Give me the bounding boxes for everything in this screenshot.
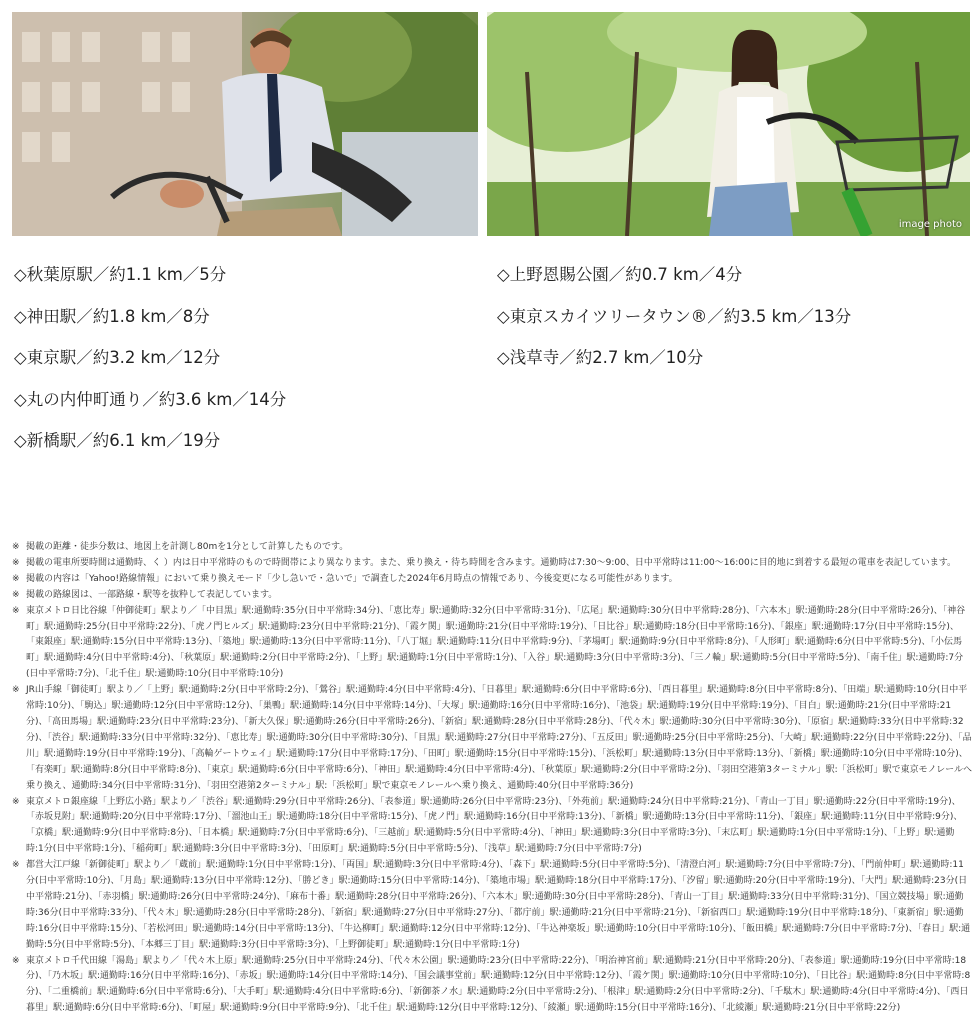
destination-shimbashi: ◇新橋駅／約6.1 km／19分 xyxy=(14,431,221,450)
footnote-yamanote-line: ※ JR山手線「御徒町」駅より／「上野」駅:通勤時:2分(日中平常時:2分)、「鶯谷」駅:通勤時:4分(日中平常時:4分)、「日暮里」駅:通勤時:6分(日中平常時:6分)、「西日暮里」駅:通勤時:8分(日中平常時:8分)、「田端」駅:通勤時:10分(日中平常時:10分)、「駒込」駅:通勤時:12分(日中平常時:12分)、「巣鴨」駅:通勤時:14分(日中平常時:14分)、「大塚」駅:通勤時:16分(日中平常時:16分)、「池袋」駅:通勤時:19分(日中平常時:19分)、「目白」駅:通勤時:21分(日中平常時:21分)、「高田馬場」駅:通勤時:23分(日中平常時:23分)、「新大久保」駅:通勤時:26分(日中平常時:26分)、「新宿」駅:通勤時:28分(日中平常時:28分)、「代々木」駅:通勤時:30分(日中平常時:30分)、「原宿」駅:通勤時:33分(日中平常時:32分)、「渋谷」駅:通勤時:33分(日中平常時:32分)、「恵比寿」駅:通勤時:30分(日中平常時:30分)、「目黒」駅:通勤時:27分(日中平常時:27分)、「五反田」駅:通勤時:25分(日中平常時:25分)、「大崎」駅:通勤時:22分(日中平常時:22分)、「品川」駅:通勤時:19分(日中平常時:19分)、「高輪ゲートウェイ」駅:通勤時:17分(日中平常時:17分)、「田町」駅:通勤時:15分(日中平常時:15分)、「浜松町」駅:通勤時:13分(日中平常時:13分)、「新橋」駅:通勤時:10分(日中平常時:10分)、「有楽町」駅:通勤時:8分(日中平常時:8分)、「東京」駅:通勤時:6分(日中平常時:6分)、「神田」駅:通勤時:4分(日中平常時:4分)、「秋葉原」駅:通勤時:2分(日中平常時:2分)、「羽田空港第3ターミナル」駅:「浜松町」駅で東京モノレールへ乗り換え、通勤時:34分(日中平常時:31分)、「羽田空港第2ターミナル」駅:「浜松町」駅で東京モノレールへ乗り換え、通勤時:40分(日中平常時:36分) xyxy=(12,685,972,791)
note-mark: ※ xyxy=(12,796,20,807)
footnote-train-time: ※ 掲載の電車所要時間は通勤時、く ）内は日中平常時のもので時間帯により異なります。また、乗り換え・待ち時間を含みます。通勤時は7:30〜9:00、日中平常時は11:00〜16:00に目的地に到着する最短の電車を表記しています。 xyxy=(12,556,972,572)
note-mark: ※ xyxy=(12,955,20,966)
destination-marunouchi-nakadori: ◇丸の内仲町通り／約3.6 km／14分 xyxy=(14,389,287,409)
footnote-ginza-line: ※ 東京メトロ銀座線「上野広小路」駅より／「渋谷」駅:通勤時:29分(日中平常時:26分)、「表参道」駅:通勤時:26分(日中平常時:23分)、「外苑前」駅:通勤時:24分(日中平常時:21分)、「青山一丁目」駅:通勤時:22分(日中平常時:19分)、「赤坂見附」駅:通勤時:20分(日中平常時:17分)、「溜池山王」駅:通勤時:18分(日中平常時:15分)、「虎ノ門」駅:通勤時:16分(日中平常時:13分)、「新橋」駅:通勤時:13分(日中平常時:11分)、「銀座」駅:通勤時:11分(日中平常時:9分)、「京橋」駅:通勤時:9分(日中平常時:8分)、「日本橋」駅:通勤時:7分(日中平常時:6分)、「三越前」駅:通勤時:5分(日中平常時:4分)、「神田」駅:通勤時:3分(日中平常時:3分)、「末広町」駅:通勤時:1分(日中平常時:1分)、「上野」駅:通勤時:1分(日中平常時:1分)、「稲荷町」駅:通勤時:3分(日中平常時:3分)、「田原町」駅:通勤時:5分(日中平常時:5分)、「浅草」駅:通勤時:7分(日中平常時:7分) xyxy=(12,796,963,855)
footnote-source: ※ 掲載の内容は「Yahoo!路線情報」において乗り換えモード「少し急いで・急いで」で調査した2024年6月時点の情報であり、今後変更になる可能性があります。 xyxy=(12,572,972,588)
note-mark: ※ xyxy=(12,573,20,584)
destination-ueno-park: ◇上野恩賜公園／約0.7 km／4分 xyxy=(497,265,743,284)
footnote-route-map: ※ 掲載の路線図は、一部路線・駅等を抜粋して表記しています。 xyxy=(12,588,972,604)
footnote-distance: ※ 掲載の距離・徒歩分数は、地図上を計測し80mを1分として計算したものです。 xyxy=(12,540,972,556)
footnote-chiyoda-line: ※ 東京メトロ千代田線「湯島」駅より／「代々木上原」駅:通勤時:25分(日中平常時:24分)、「代々木公園」駅:通勤時:23分(日中平常時:22分)、「明治神宮前」駅:通勤時:21分(日中平常時:20分)、「表参道」駅:通勤時:19分(日中平常時:18分)、「乃木坂」駅:通勤時:16分(日中平常時:16分)、「赤坂」駅:通勤時:14分(日中平常時:14分)、「国会議事堂前」駅:通勤時:12分(日中平常時:12分)、「霞ケ関」駅:通勤時:10分(日中平常時:10分)、「日比谷」駅:通勤時:8分(日中平常時:8分)、「二重橋前」駅:通勤時:6分(日中平常時:6分)、「大手町」駅:通勤時:4分(日中平常時:6分)、「新御茶ノ水」駅:通勤時:2分(日中平常時:2分)、「根津」駅:通勤時:2分(日中平常時:2分)、「千駄木」駅:通勤時:4分(日中平常時:4分)、「西日暮里」駅:通勤時:6分(日中平常時:6分)、「町屋」駅:通勤時:9分(日中平常時:9分)、「北千住」駅:通勤時:12分(日中平常時:12分)、「綾瀬」駅:通勤時:15分(日中平常時:16分)、「北綾瀬」駅:通勤時:21分(日中平常時:22分) xyxy=(12,955,971,1014)
image-photo-caption: image photo xyxy=(898,219,962,230)
note-mark: ※ xyxy=(12,685,20,696)
note-mark: ※ xyxy=(12,860,20,871)
destination-sensoji: ◇浅草寺／約2.7 km／10分 xyxy=(497,348,704,367)
photo-man-cycling xyxy=(12,12,478,236)
note-mark: ※ xyxy=(12,542,20,552)
destination-tokyo-station: ◇東京駅／約3.2 km／12分 xyxy=(14,348,221,367)
destination-skytree-town: ◇東京スカイツリータウン®／約3.5 km／13分 xyxy=(497,306,852,326)
destination-akihabara: ◇秋葉原駅／約1.1 km／5分 xyxy=(14,265,227,284)
note-mark: ※ xyxy=(12,557,20,568)
destination-kanda: ◇神田駅／約1.8 km／8分 xyxy=(14,306,210,326)
footnote-hibiya-line: ※ 東京メトロ日比谷線「仲御徒町」駅より／「中目黒」駅:通勤時:35分(日中平常時:34分)、「恵比寿」駅:通勤時:32分(日中平常時:31分)、「広尾」駅:通勤時:30分(日中平常時:28分)、「六本木」駅:通勤時:28分(日中平常時:26分)、「神谷町」駅:通勤時:25分(日中平常時:22分)、「虎ノ門ヒルズ」駅:通勤時:23分(日中平常時:21分)、「霞ケ関」駅:通勤時:21分(日中平常時:19分)、「日比谷」駅:通勤時:18分(日中平常時:16分)、「銀座」駅:通勤時:17分(日中平常時:15分)、「東銀座」駅:通勤時:15分(日中平常時:13分)、「築地」駅:通勤時:13分(日中平常時:11分)、「八丁堀」駅:通勤時:11分(日中平常時:9分)、「茅場町」駅:通勤時:9分(日中平常時:8分)、「人形町」駅:通勤時:6分(日中平常時:5分)、「小伝馬町」駅:通勤時:4分(日中平常時:4分)、「秋葉原」駅:通勤時:2分(日中平常時:2分)、「上野」駅:通勤時:1分(日中平常時:1分)、「入谷」駅:通勤時:3分(日中平常時:3分)、「三ノ輪」駅:通勤時:5分(日中平常時:5分)、「南千住」駅:通勤時:7分(日中平常時:7分)、「北千住」駅:通勤時:10分(日中平常時:10分) xyxy=(12,605,966,680)
footnotes xyxy=(12,540,972,1017)
footnote-oedo-line: ※ 都営大江戸線「新御徒町」駅より／「蔵前」駅:通勤時:1分(日中平常時:1分)、「両国」駅:通勤時:3分(日中平常時:4分)、「森下」駅:通勤時:5分(日中平常時:5分)、「清澄白河」駅:通勤時:7分(日中平常時:7分)、「門前仲町」駅:通勤時:11分(日中平常時:10分)、「月島」駅:通勤時:13分(日中平常時:12分)、「勝どき」駅:通勤時:15分(日中平常時:14分)、「築地市場」駅:通勤時:18分(日中平常時:17分)、「汐留」駅:通勤時:20分(日中平常時:19分)、「大門」駅:通勤時:23分(日中平常時:21分)、「赤羽橋」駅:通勤時:26分(日中平常時:24分)、「麻布十番」駅:通勤時:28分(日中平常時:26分)、「六本木」駅:通勤時:30分(日中平常時:28分)、「青山一丁目」駅:通勤時:33分(日中平常時:31分)、「国立競技場」駅:通勤時:36分(日中平常時:33分)、「代々木」駅:通勤時:28分(日中平常時:28分)、「新宿」駅:通勤時:27分(日中平常時:27分)、「都庁前」駅:通勤時:21分(日中平常時:21分)、「新宿西口」駅:通勤時:19分(日中平常時:18分)、「東新宿」駅:通勤時:16分(日中平常時:15分)、「若松河田」駅:通勤時:14分(日中平常時:13分)、「牛込柳町」駅:通勤時:12分(日中平常時:12分)、「牛込神楽坂」駅:通勤時:10分(日中平常時:10分)、「飯田橋」駅:通勤時:7分(日中平常時:7分)、「春日」駅:通勤時:5分(日中平常時:5分)、「本郷三丁目」駅:通勤時:3分(日中平常時:3分)、「上野御徒町」駅:通勤時:1分(日中平常時:1分) xyxy=(12,860,971,950)
note-mark: ※ xyxy=(12,605,20,616)
destinations-list-left xyxy=(14,265,286,473)
woman-cycling-illustration xyxy=(487,12,970,236)
photo-woman-cycling xyxy=(487,12,970,236)
destinations-list-right xyxy=(497,265,851,390)
man-cycling-illustration xyxy=(12,12,478,236)
note-mark: ※ xyxy=(12,589,20,600)
